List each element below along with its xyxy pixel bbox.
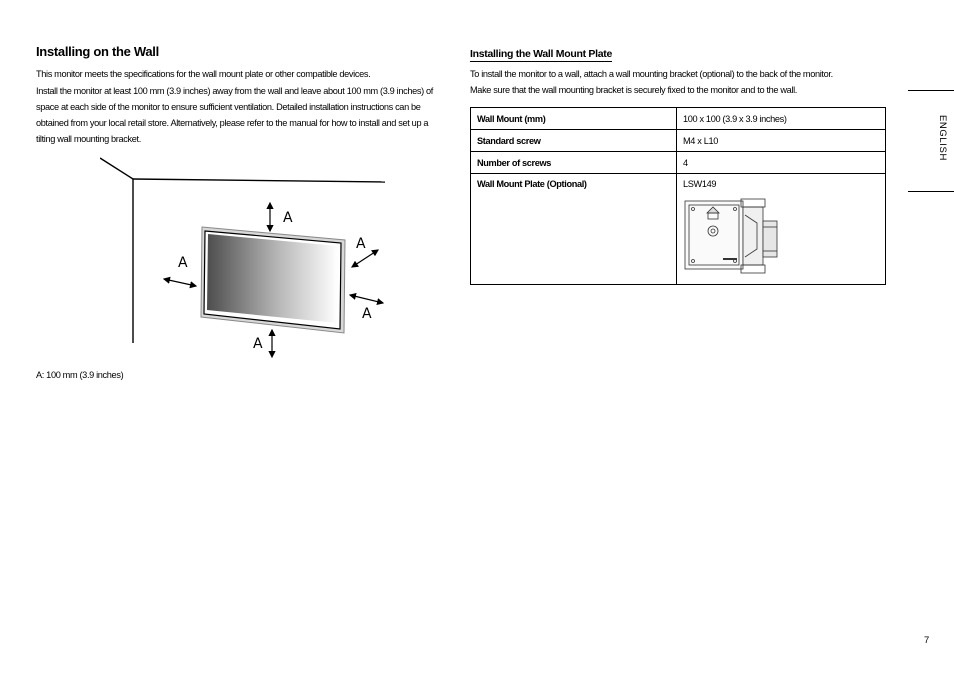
label-a-right-lower: A (362, 306, 372, 322)
safety-paragraph: Make sure that the wall mounting bracket is securely fixed to the monitor and to the wall. (470, 85, 797, 95)
spec-key: Wall Mount (mm) (471, 108, 677, 130)
instruction-paragraph: To install the monitor to a wall, attach a wall mounting bracket (optional) to the back of the monitor. (470, 69, 833, 79)
table-row (471, 174, 886, 285)
spec-table (470, 107, 886, 285)
intro-paragraph: This monitor meets the specifications for the wall mount plate or other compatible devices. (36, 69, 371, 79)
wall-install-section (36, 44, 438, 144)
label-a-top: A (283, 210, 293, 226)
page-number: 7 (924, 635, 930, 646)
label-a-right-upper: A (356, 236, 366, 252)
clearance-paragraph: Install the monitor at least 100 mm (3.9 inches) away from the wall and leave about 100 mm (3.9 inches) of space at each side of the monitor to ensure sufficient ventilation. Detailed installation instructions can be obtained from your local retail store. Alternatively, please refer to the manual for how to install and set up a tilting wall mounting bracket. (36, 86, 433, 144)
wall-mount-plate-section (470, 44, 886, 189)
spec-value: LSW149 (683, 179, 717, 189)
spec-key: Number of screws (471, 152, 677, 174)
label-a-bottom: A (253, 336, 263, 352)
table-row (471, 130, 886, 152)
section-title: Installing on the Wall (36, 44, 159, 59)
language-label: ENGLISH (937, 115, 948, 161)
label-a-left: A (178, 255, 188, 271)
section-title: Installing the Wall Mount Plate (470, 48, 612, 60)
table-row (471, 152, 886, 174)
spec-key: Standard screw (471, 130, 677, 152)
spec-value: 4 (677, 152, 886, 174)
spec-value: 100 x 100 (3.9 x 3.9 inches) (677, 108, 886, 130)
spec-value-cell (677, 174, 886, 285)
wall-clearance-diagram (100, 155, 400, 365)
monitor-illustration (201, 227, 345, 333)
language-tab (908, 90, 954, 192)
wall-mount-plate-image (683, 193, 783, 279)
spec-key: Wall Mount Plate (Optional) (471, 174, 677, 285)
diagram-caption: A: 100 mm (3.9 inches) (36, 370, 124, 380)
table-row (471, 108, 886, 130)
spec-value: M4 x L10 (677, 130, 886, 152)
